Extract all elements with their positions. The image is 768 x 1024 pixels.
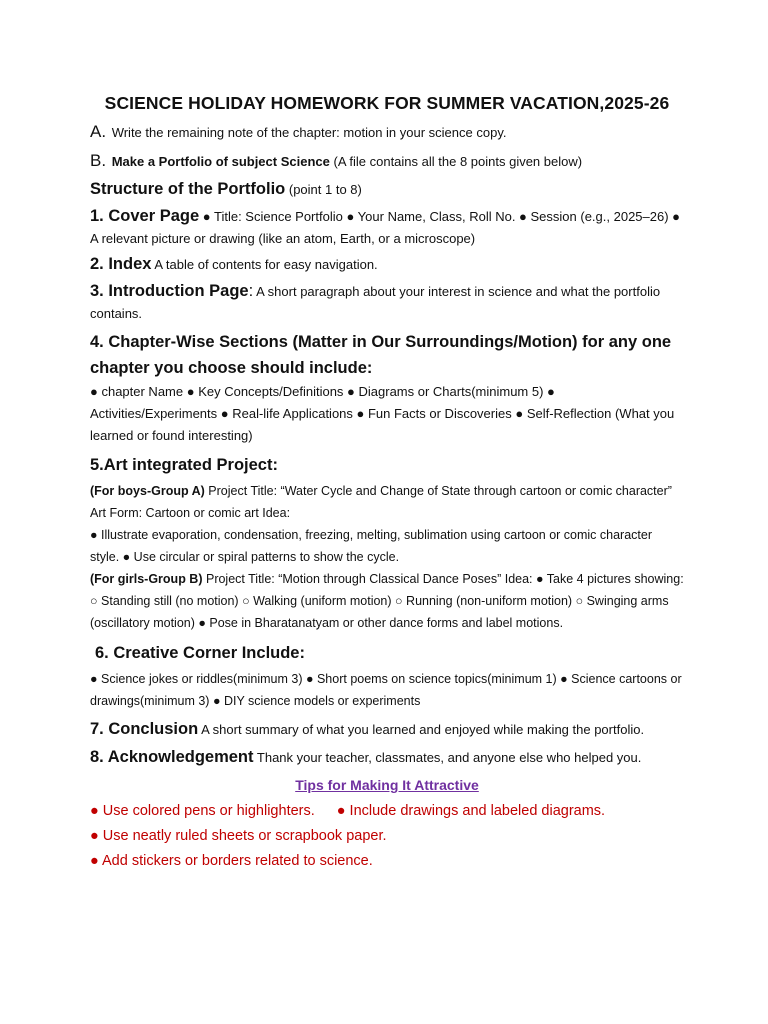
point-8-text: Thank your teacher, classmates, and anyone else who helped you. — [256, 750, 642, 765]
structure-note: (point 1 to 8) — [288, 182, 362, 197]
section-b — [90, 150, 684, 173]
point-7-heading: 7. Conclusion — [90, 720, 199, 738]
point-5-heading: 5.Art integrated Project: — [90, 456, 278, 474]
point-5-boys-text: Project Title: “Water Cycle and Change of State through cartoon or comic character” Art Form: Cartoon or comic art Idea: — [90, 484, 672, 520]
point-4-text: ● chapter Name ● Key Concepts/Definitions ● Diagrams or Charts(minimum 5) ● Activities/Experiments ● Real-life Applications ● Fun Facts or Discoveries ● Self-Reflection (What you learned or found interesting) — [90, 384, 675, 443]
point-3-text: A short paragraph about your interest in science and what the portfolio contains. — [90, 284, 661, 321]
point-5-boys-label: (For boys-Group A) — [90, 484, 205, 498]
point-8 — [90, 746, 684, 769]
point-4-heading-line — [90, 329, 684, 381]
structure-heading: Structure of the Portfolio — [90, 180, 286, 198]
point-1-heading: 1. Cover Page — [90, 207, 200, 225]
section-a-text: Write the remaining note of the chapter: motion in your science copy. — [111, 125, 507, 140]
tip-2: ● Include drawings and labeled diagrams. — [336, 803, 606, 819]
document-title: SCIENCE HOLIDAY HOMEWORK FOR SUMMER VACATION,2025-26 — [104, 93, 670, 113]
point-6-heading-text: 6. Creative Corner Include: — [95, 644, 305, 662]
point-4-heading-tail: for any one chapter you choose should include: — [90, 333, 672, 377]
point-3-heading: 3. Introduction Page — [90, 282, 249, 300]
point-5-girls — [90, 568, 684, 634]
point-8-heading: 8. Acknowledgement — [90, 748, 254, 766]
point-5-boys — [90, 480, 684, 524]
point-2-text: A table of contents for easy navigation. — [154, 257, 378, 272]
point-5-boys-bullets: ● Illustrate evaporation, condensation, freezing, melting, sublimation using cartoon or comic character style. ● Use circular or spiral patterns to show the cycle. — [90, 528, 653, 564]
point-2-heading: 2. Index — [90, 255, 152, 273]
tip-4: ● Add stickers or borders related to science. — [90, 853, 373, 869]
tips-row-1 — [90, 799, 684, 824]
section-b-text: (A file contains all the 8 points given below) — [333, 154, 583, 169]
point-4-paren: (Matter in Our Surroundings/Motion) — [292, 333, 578, 351]
point-6-heading — [90, 640, 684, 666]
point-1 — [90, 205, 684, 250]
tip-1: ● Use colored pens or highlighters. — [90, 803, 315, 819]
section-b-letter: B. — [90, 151, 107, 170]
point-7 — [90, 718, 684, 741]
point-7-text: A short summary of what you learned and enjoyed while making the portfolio. — [201, 722, 645, 737]
point-5-girls-text: Project Title: “Motion through Classical Dance Poses” Idea: ● Take 4 pictures showing: ○ Standing still (no motion) ○ Walking (uniform motion) ○ Running (non-uniform motion) ○ Swinging arms (oscillatory motion) ● Pose in Bharatanatyam or other dance forms and label motions. — [90, 572, 684, 630]
point-3-colon: : — [248, 282, 254, 300]
point-3 — [90, 280, 684, 325]
structure-line — [90, 176, 684, 203]
point-2 — [90, 253, 684, 276]
point-4-heading: 4. Chapter-Wise Sections — [90, 333, 288, 351]
point-5-girls-label: (For girls-Group B) — [90, 572, 203, 586]
point-1-text: ● Title: Science Portfolio ● Your Name, Class, Roll No. ● Session (e.g., 2025–26) ● A relevant picture or drawing (like an atom, Earth, or a microscope) — [90, 209, 681, 246]
point-6-text: ● Science jokes or riddles(minimum 3) ● Short poems on science topics(minimum 1) ● Science cartoons or drawings(minimum 3) ● DIY science models or experiments — [90, 672, 682, 708]
tip-3: ● Use neatly ruled sheets or scrapbook paper. — [90, 828, 387, 844]
section-a — [90, 121, 684, 144]
tips-title: Tips for Making It Attractive — [295, 777, 479, 793]
section-a-letter: A. — [90, 122, 107, 141]
section-b-bold-text: Make a Portfolio of subject Science — [111, 154, 330, 169]
